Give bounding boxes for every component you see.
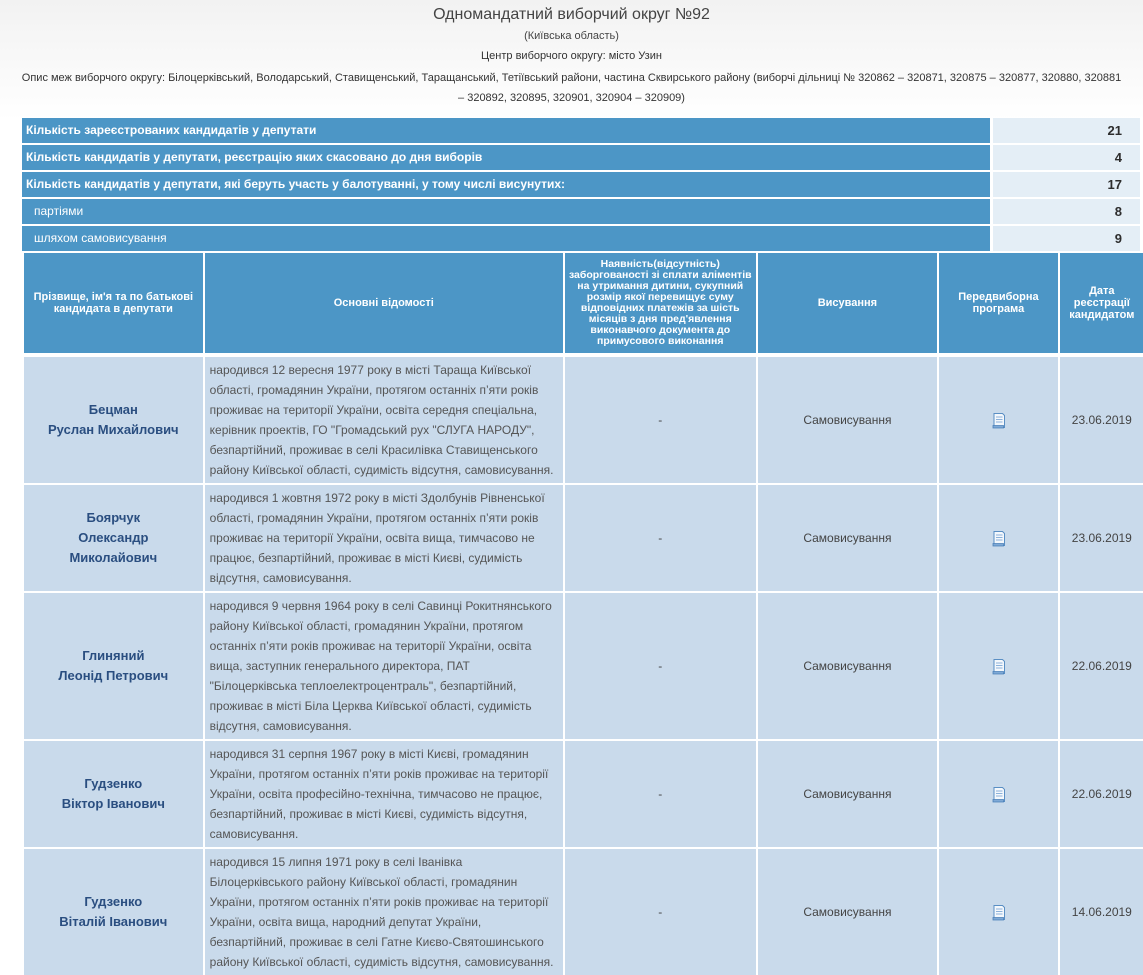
- candidate-given-name: Віталій Іванович: [59, 914, 168, 929]
- candidate-given-name: Леонід Петрович: [58, 668, 169, 683]
- column-header-name: Прізвище, ім'я та по батькові кандидата в депутати: [24, 253, 203, 355]
- candidate-nomination: Самовисування: [758, 591, 938, 739]
- document-icon[interactable]: [992, 530, 1005, 546]
- district-description: [0, 68, 1143, 108]
- column-header-info: Основні відомості: [205, 253, 563, 355]
- candidate-program: [939, 483, 1057, 591]
- district-description-line1: Опис меж виборчого округу: Білоцерківський, Володарський, Ставищенський, Таращанський, Тетіївський райони, частина Сквирського району (виборчі дільниці № 320862 – 320871, 320875 – 320877, 320880, 320881: [21, 72, 1122, 84]
- candidate-program: [939, 591, 1057, 739]
- candidate-registration-date: 22.06.2019: [1060, 739, 1143, 847]
- candidate-nomination: Самовисування: [758, 847, 938, 975]
- summary-label: шляхом самовисування: [22, 226, 990, 251]
- candidate-surname: Бецман: [88, 402, 138, 417]
- candidate-patronymic: Миколайович: [69, 550, 158, 565]
- candidate-nomination: Самовисування: [758, 355, 938, 483]
- candidate-program: [939, 739, 1057, 847]
- candidate-info: народився 31 серпня 1967 року в місті Києві, громадянин України, протягом останніх п’яти років проживає на території України, освіта професійно-технічна, тимчасово не працює, безпартійний, проживає в місті Києві, судимість відсутня, самовисування.: [205, 739, 563, 847]
- column-header-debt: Наявність(відсутність) заборгованості зі сплати аліментів на утримання дитини, сукупний розмір якої перевищує суму відповідних платежів за шість місяців з дня пред'явлення виконавчого документа до примусового виконання: [565, 253, 756, 355]
- document-icon[interactable]: [992, 786, 1005, 802]
- candidate-given-name: Олександр: [78, 530, 149, 545]
- summary-value: 17: [993, 172, 1140, 197]
- candidate-program: [939, 355, 1057, 483]
- district-region: (Київська область): [524, 30, 619, 42]
- candidate-registration-date: 23.06.2019: [1060, 483, 1143, 591]
- candidate-given-name: Руслан Михайлович: [48, 422, 179, 437]
- candidate-info: народився 12 вересня 1977 року в місті Тараща Київської області, громадянин України, протягом останніх п’яти років проживає на території України, освіта середня спеціальна, керівник проектів, ГО "Громадський рух "СЛУГА НАРОДУ", безпартійний, проживає в селі Красилівка Ставищенського району Київської області, судимість відсутня, самовисування.: [205, 355, 563, 483]
- candidate-name[interactable]: [24, 591, 203, 739]
- summary-table: [22, 118, 1140, 253]
- candidate-registration-date: 23.06.2019: [1060, 355, 1143, 483]
- table-header-row: [24, 253, 1143, 355]
- candidate-info: народився 1 жовтня 1972 року в місті Здолбунів Рівненської області, громадянин України, протягом останніх п’яти років проживає на території України, освіта вища, тимчасово не працює, безпартійний, проживає в місті Києві, судимість відсутня, самовисування.: [205, 483, 563, 591]
- table-row: [24, 355, 1143, 483]
- summary-value: 8: [993, 199, 1140, 224]
- district-center: Центр виборчого округу: місто Узин: [481, 50, 662, 62]
- candidate-surname: Глиняний: [82, 648, 145, 663]
- district-title: Одномандатний виборчий округ №92: [433, 6, 710, 23]
- column-header-date: Дата реєстрації кандидатом: [1060, 253, 1143, 355]
- candidate-surname: Гудзенко: [84, 894, 143, 909]
- summary-label: Кількість зареєстрованих кандидатів у депутати: [22, 118, 990, 143]
- summary-row-parties: [22, 199, 1140, 224]
- table-row: [24, 483, 1143, 591]
- candidate-name[interactable]: [24, 483, 203, 591]
- district-description-line2: – 320892, 320895, 320901, 320904 – 320909): [458, 92, 685, 104]
- candidate-name[interactable]: [24, 355, 203, 483]
- summary-label: Кількість кандидатів у депутати, реєстрацію яких скасовано до дня виборів: [22, 145, 990, 170]
- document-icon[interactable]: [992, 904, 1005, 920]
- candidate-registration-date: 22.06.2019: [1060, 591, 1143, 739]
- summary-row-self: [22, 226, 1140, 251]
- summary-row-registered: [22, 118, 1140, 143]
- summary-label: Кількість кандидатів у депутати, які беруть участь у балотуванні, у тому числі висунутих:: [22, 172, 990, 197]
- summary-value: 21: [993, 118, 1140, 143]
- summary-value: 4: [993, 145, 1140, 170]
- candidate-surname: Гудзенко: [84, 776, 143, 791]
- column-header-program: Передвиборна програма: [939, 253, 1057, 355]
- candidate-name[interactable]: [24, 739, 203, 847]
- candidate-info: народився 9 червня 1964 року в селі Савинці Рокитнянського району Київської області, громадянин України, протягом останніх п’яти років проживає на території України, освіта вища, заступник генерального директора, ПАТ "Білоцерківська теплоелектроцентраль", безпартійний, проживає в місті Біла Церква Київської області, судимість відсутня, самовисування.: [205, 591, 563, 739]
- document-icon[interactable]: [992, 658, 1005, 674]
- candidates-table: [22, 253, 1143, 975]
- candidate-nomination: Самовисування: [758, 739, 938, 847]
- summary-value: 9: [993, 226, 1140, 251]
- table-row: [24, 591, 1143, 739]
- summary-row-cancelled: [22, 145, 1140, 170]
- candidate-given-name: Віктор Іванович: [61, 796, 165, 811]
- summary-label: партіями: [22, 199, 990, 224]
- summary-row-running: [22, 172, 1140, 197]
- candidate-debt: -: [565, 591, 756, 739]
- candidate-program: [939, 847, 1057, 975]
- candidate-debt: -: [565, 739, 756, 847]
- table-row: [24, 847, 1143, 975]
- column-header-nomination: Висування: [758, 253, 938, 355]
- document-icon[interactable]: [992, 412, 1005, 428]
- candidate-registration-date: 14.06.2019: [1060, 847, 1143, 975]
- candidate-debt: -: [565, 483, 756, 591]
- candidate-info: народився 15 липня 1971 року в селі Іванівка Білоцерківського району Київської області, громадянин України, протягом останніх п’яти років проживає на території України, освіта вища, народний депутат України, безпартійний, проживає в селі Гатне Києво-Святошинського району Київської області, судимість відсутня, самовисування.: [205, 847, 563, 975]
- candidate-surname: Боярчук: [86, 510, 141, 525]
- candidate-debt: -: [565, 355, 756, 483]
- candidate-name[interactable]: [24, 847, 203, 975]
- table-row: [24, 739, 1143, 847]
- candidate-nomination: Самовисування: [758, 483, 938, 591]
- candidate-debt: -: [565, 847, 756, 975]
